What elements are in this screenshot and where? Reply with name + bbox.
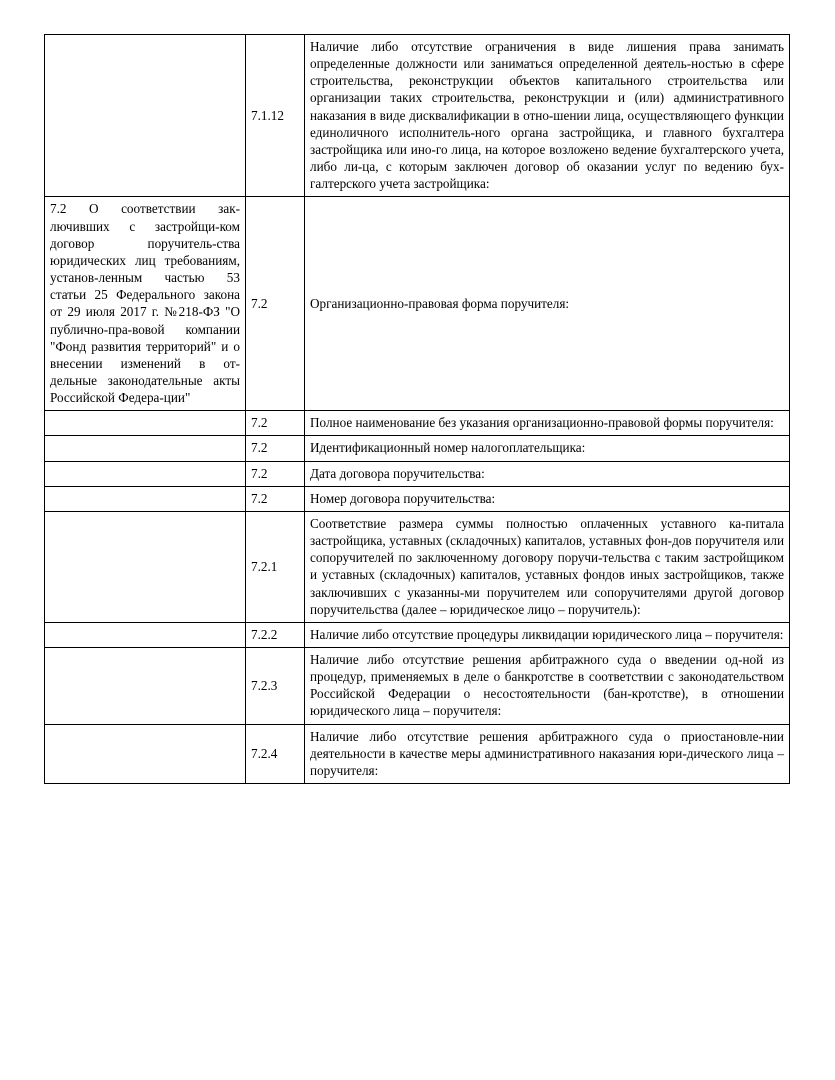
row-description-cell — [45, 486, 246, 511]
table-body — [45, 35, 790, 784]
table-row — [45, 461, 790, 486]
table-row — [45, 197, 790, 411]
row-number-cell: 7.2.4 — [246, 724, 305, 783]
row-description-cell — [45, 35, 246, 197]
row-number-cell: 7.2.3 — [246, 648, 305, 725]
requirements-table — [44, 34, 790, 784]
row-number-cell: 7.2 — [246, 486, 305, 511]
table-row — [45, 724, 790, 783]
row-description-cell — [45, 511, 246, 622]
row-text-cell: Дата договора поручительства: — [305, 461, 790, 486]
row-description-cell: 7.2 О соответствии зак-лючивших с застройщи-ком договор поручитель-ства юридических лиц требованиям, установ-ленным частью 53 статьи 25 Федерального закона от 29 июля 2017 г. №218-ФЗ "О публично-пра-вовой компании "Фонд развития территорий" и о внесении изменений в от-дельные законодательные акты Российской Федера-ции" — [45, 197, 246, 411]
row-text-cell: Наличие либо отсутствие решения арбитражного суда о приостановле-нии деятельности в качестве меры административного наказания юри-дического лица – поручителя: — [305, 724, 790, 783]
table-row — [45, 622, 790, 647]
row-description-cell — [45, 436, 246, 461]
row-text-cell: Полное наименование без указания организационно-правовой формы поручителя: — [305, 411, 790, 436]
row-number-cell: 7.2.1 — [246, 511, 305, 622]
row-number-cell: 7.2 — [246, 461, 305, 486]
row-text-cell: Идентификационный номер налогоплательщика: — [305, 436, 790, 461]
table-row — [45, 511, 790, 622]
row-description-cell — [45, 622, 246, 647]
row-description-cell — [45, 461, 246, 486]
row-number-cell: 7.2.2 — [246, 622, 305, 647]
row-number-cell: 7.2 — [246, 197, 305, 411]
table-row — [45, 436, 790, 461]
table-row — [45, 35, 790, 197]
row-text-cell: Наличие либо отсутствие решения арбитражного суда о введении од-ной из процедур, применяемых в деле о банкротстве в соответствии с законодательством Российской Федерации о несостоятельности (бан-кротстве), в отношении юридического лица – поручителя: — [305, 648, 790, 725]
table-row — [45, 411, 790, 436]
row-description-cell — [45, 411, 246, 436]
table-row — [45, 648, 790, 725]
row-text-cell: Наличие либо отсутствие процедуры ликвидации юридического лица – поручителя: — [305, 622, 790, 647]
table-row — [45, 486, 790, 511]
row-description-cell — [45, 648, 246, 725]
row-number-cell: 7.1.12 — [246, 35, 305, 197]
row-number-cell: 7.2 — [246, 436, 305, 461]
row-text-cell: Номер договора поручительства: — [305, 486, 790, 511]
row-text-cell: Наличие либо отсутствие ограничения в виде лишения права занимать определенные должности или заниматься определенной деятель-ностью в сфере строительства, реконструкции объектов капитального строительства или организации таких строительства, реконструкции и (или) административного наказания в виде дисквалификации в отно-шении лица, осуществляющего функции единоличного исполнитель-ного органа застройщика, и главного бухгалтера застройщика или ино-го лица, на которое возложено ведение бухгалтерского учета, либо ли-ца, с которым заключен договор об оказании услуг по ведению бух-галтерского учета застройщика: — [305, 35, 790, 197]
row-text-cell: Организационно-правовая форма поручителя: — [305, 197, 790, 411]
row-text-cell: Соответствие размера суммы полностью оплаченных уставного ка-питала застройщика, уставных (складочных) капиталов, уставных фон-дов поручителя или сопоручителей по заключенному договору поручи-тельства с таким застройщиком и уставных (складочных) капиталов, уставных фондов иных застройщиков, также заключивших с указанны-ми поручителем или сопоручителями другой договор поручительства (далее – юридическое лицо – поручитель): — [305, 511, 790, 622]
row-description-cell — [45, 724, 246, 783]
row-number-cell: 7.2 — [246, 411, 305, 436]
